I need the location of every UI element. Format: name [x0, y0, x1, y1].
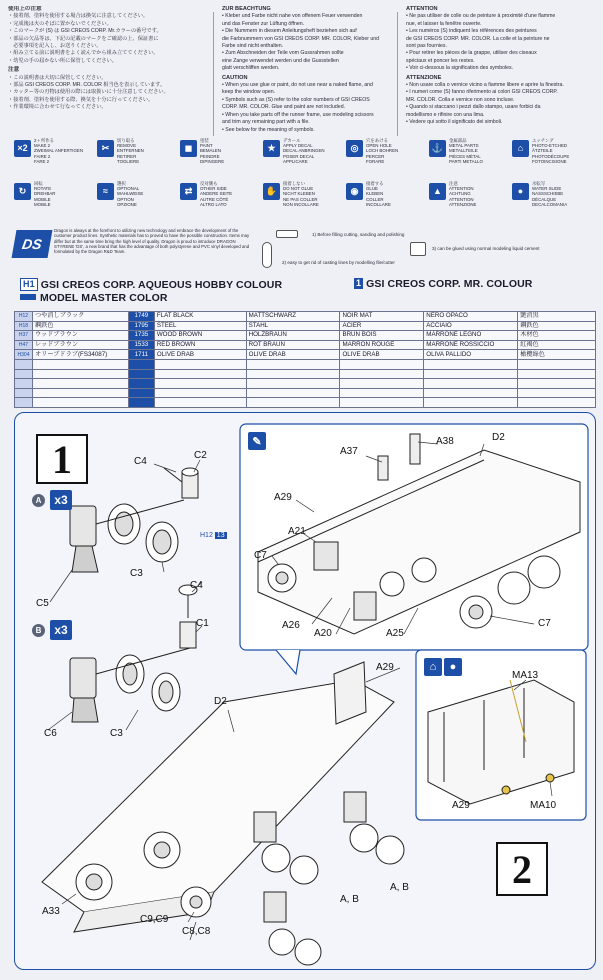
- note-line: und das Fenster zur Lüftung öffnen.: [222, 20, 305, 27]
- note-line: die Farbnummern von GSI CREOS CORP. MR. COLOR, Kleber und: [222, 35, 380, 42]
- note-line: ・完成後は火のそばに置かないでください。: [8, 20, 112, 27]
- note-line: sont pas fournies.: [406, 43, 447, 50]
- notes-french-lines: [406, 13, 596, 71]
- paint-cell-cn: 橄欖綠色: [518, 350, 596, 360]
- part-label-c7: C7: [254, 550, 267, 561]
- legend-symbol-icon: ●: [512, 183, 529, 200]
- legend-item: [97, 138, 167, 178]
- paint-cell-jp: つや消しブラック: [32, 312, 128, 322]
- note-line: • Die Nummern in diesem Anleitungsheft beziehen sich auf: [222, 28, 357, 35]
- legend-symbol-icon: ⚓: [429, 140, 446, 157]
- paint-cell-empty: [340, 369, 424, 379]
- step-2-number: 2: [496, 842, 548, 896]
- paint-cell-empty: [128, 398, 154, 408]
- part-label-ab-2: A, B: [340, 894, 359, 905]
- note-line: ・幼児の手の届かない所に保管してください。: [8, 57, 117, 64]
- ds-logo: DS: [12, 230, 53, 258]
- note-line: CORP. MR. COLOR. Glue and paint are not included.: [222, 104, 346, 111]
- model-master-swatch: [20, 294, 36, 300]
- paint-cell-it: NERO OPACO: [424, 312, 518, 322]
- note-line: • I numeri come (S) fanno riferimento ai colori GSI CREOS CORP.: [406, 89, 558, 96]
- paint-cell-fr: BRUN BOIS: [340, 331, 424, 341]
- legend-item: [346, 181, 416, 221]
- paint-cell-empty: [424, 388, 518, 398]
- glue-illustration: [410, 242, 426, 256]
- legend-text: 回転 ROTATE DREHBAR MOBILE MOBILE: [34, 181, 56, 207]
- paint-cell-empty: [518, 388, 596, 398]
- part-label-c5: C5: [36, 598, 49, 609]
- paint-cell-empty: [246, 398, 340, 408]
- paint-cell-h: H37: [15, 331, 33, 341]
- paint-cell-cn: 紅褐色: [518, 340, 596, 350]
- paint-cell-empty: [340, 359, 424, 369]
- paint-cell-empty: [518, 379, 596, 389]
- legend-text: 2ヶ所作る MAKE 2 ZWEIMAL ANFERTIGEN FAIRE 2 FARE 2: [34, 138, 84, 164]
- legend-symbol-icon: ≈: [97, 183, 114, 200]
- mr-title: GSI CREOS CORP. MR. COLOUR: [366, 278, 533, 290]
- legend-item: [14, 181, 84, 221]
- paint-cell-empty: [424, 369, 518, 379]
- part-label-ab-1: A, B: [390, 882, 409, 893]
- legend-symbol-icon: ×2: [14, 140, 31, 157]
- notes-italian-lines: [406, 82, 596, 125]
- note-line: • Ne pas utiliser de colle ou de peinture à proximité d'une flamme: [406, 13, 556, 20]
- paint-cell-fr: MARRON ROUGE: [340, 340, 424, 350]
- paint-cell-empty: [128, 369, 154, 379]
- paint-row-empty: [15, 388, 596, 398]
- variant-a-marker: A: [32, 494, 45, 507]
- part-label-a20: A20: [314, 628, 332, 639]
- paint-cell-empty: [32, 379, 128, 389]
- paint-row: [15, 312, 596, 322]
- paint-row: [15, 331, 596, 341]
- legend-item: [429, 181, 499, 221]
- note-line: • Symbols such as (S) refer to the color numbers of GSI CREOS: [222, 96, 370, 103]
- part-label-c9: C9,C9: [140, 914, 169, 925]
- part-label-c3: C3: [130, 568, 143, 579]
- legend-item: [429, 138, 499, 178]
- part-label-a26: A26: [282, 620, 300, 631]
- notes-english-lines: [222, 82, 387, 133]
- part-label-a38: A38: [436, 436, 454, 447]
- paint-cell-empty: [15, 359, 33, 369]
- mr-color-header: [354, 278, 532, 290]
- paint-cell-empty: [340, 398, 424, 408]
- notes-german-lines: [222, 13, 387, 71]
- note-line: ・カッター等の刃物は使用の際には取扱いに十分注意してください。: [8, 89, 169, 96]
- paint-cell-jp: レッドブラウン: [32, 340, 128, 350]
- paint-cell-empty: [32, 398, 128, 408]
- part-label-ma13: MA13: [512, 670, 539, 681]
- paint-cell-empty: [154, 388, 246, 398]
- paint-callout-h12: H12 13: [200, 532, 225, 539]
- part-label-c8: C8,C8: [182, 926, 211, 937]
- note-line: MR. COLOR. Colla e vernice non sono incluse.: [406, 96, 515, 103]
- legend-symbol-icon: ✋: [263, 183, 280, 200]
- paint-cell-empty: [424, 379, 518, 389]
- paint-cell-empty: [424, 359, 518, 369]
- paint-cell-empty: [15, 369, 33, 379]
- part-label-a29: A29: [376, 662, 394, 673]
- part-label-c4-b: C4: [190, 580, 203, 591]
- paint-cell-empty: [154, 369, 246, 379]
- paint-cell-code: 1735: [128, 331, 154, 341]
- note-line: and trim any remaining part with a file.: [222, 119, 310, 126]
- wheel-assembly-b: [70, 585, 197, 722]
- column-divider: [213, 12, 214, 136]
- legend-symbol-icon: ◎: [346, 140, 363, 157]
- mr-badge: 1: [356, 278, 362, 288]
- paint-cell-cn: 鋼鉄色: [518, 321, 596, 331]
- file-tool-illustration: [276, 230, 298, 238]
- legend-item: [180, 181, 250, 221]
- paint-cell-it: ACCIAIO: [424, 321, 518, 331]
- note-line: • Les numéros (S) indiquent les références des peintures: [406, 28, 537, 35]
- notes-german-english: [222, 6, 387, 134]
- paint-cell-it: OLIVA PALLIDO: [424, 350, 518, 360]
- legend-text: 金属部品 METAL PARTS METALLTEILE PIÈCES MÉTAL PARTI METALLO: [449, 138, 483, 164]
- paint-cell-jp: ウッドブラウン: [32, 331, 128, 341]
- paint-reference-table: [14, 311, 596, 408]
- notes-japanese-heading-2: 注意: [8, 67, 20, 74]
- paint-cell-empty: [128, 359, 154, 369]
- notes-english-heading: CAUTION: [222, 74, 248, 81]
- part-label-c6: C6: [44, 728, 57, 739]
- paint-cell-empty: [424, 398, 518, 408]
- paint-cell-en: FLAT BLACK: [154, 312, 246, 322]
- legend-text: 接着する GLUE KLEBEN COLLER INCOLLARE: [366, 181, 391, 207]
- legend-item: [512, 138, 582, 178]
- note-line: Farbe sind nicht enthalten.: [222, 43, 284, 50]
- part-label-a33: A33: [42, 906, 60, 917]
- paint-cell-code: 1795: [128, 321, 154, 331]
- paint-row: [15, 321, 596, 331]
- notes-japanese-lines: [8, 13, 198, 64]
- note-line: nue, et laisser la fenêtre ouverte.: [406, 20, 482, 27]
- paint-cell-de: HOLZBRAUN: [246, 331, 340, 341]
- paint-row: [15, 340, 596, 350]
- legend-text: 接着しない DO NOT GLUE NICHT KLEBEN NE PAS COLLER NON INCOLLARE: [283, 181, 319, 207]
- paint-cell-empty: [518, 398, 596, 408]
- note-line: eine Zange verwendet werden und die Gussstellen: [222, 57, 339, 64]
- paint-cell-de: ROT BRAUN: [246, 340, 340, 350]
- legend-text: 選択 OPTIONAL WAHLWEISE OPTION OPZIONE: [117, 181, 144, 207]
- metal-parts-icon: ⌂: [424, 658, 442, 676]
- paint-cell-cn: 木材色: [518, 331, 596, 341]
- model-master-header: [20, 292, 168, 304]
- part-label-c3-b: C3: [110, 728, 123, 739]
- symbol-legend: [14, 138, 594, 224]
- paint-row: [15, 350, 596, 360]
- notes-french-italian: [406, 6, 596, 134]
- part-label-c1: C1: [196, 618, 209, 629]
- paint-cell-h: H18: [15, 321, 33, 331]
- legend-symbol-icon: ◉: [346, 183, 363, 200]
- part-label-ma10: MA10: [530, 800, 557, 811]
- paint-row-empty: [15, 379, 596, 389]
- paint-cell-h: H12: [15, 312, 33, 322]
- paint-cell-empty: [32, 388, 128, 398]
- note-line: • Voir ci-dessous la signification des symboles.: [406, 65, 514, 72]
- paint-drop-icon: ●: [444, 658, 462, 676]
- note-line: ・接着剤、塗料を使用する際、換気を十分に行ってください。: [8, 96, 154, 103]
- legend-symbol-icon: ⇄: [180, 183, 197, 200]
- aqueous-title: GSI CREOS CORP. AQUEOUS HOBBY COLOUR: [40, 279, 283, 291]
- note-line: • Vedere qui sotto il significato dei simboli.: [406, 119, 503, 126]
- legend-text: エッチング PHOTO-ETCHED ÄTZTEILE PHOTODÉCOUPE FOTOINCISIONE: [532, 138, 570, 164]
- paint-brush-icon: ✎: [248, 432, 266, 450]
- legend-symbol-icon: ⌂: [512, 140, 529, 157]
- notice-text: Dragon is always at the forefront to utilizing new technology and embrace the development of the customer product lines. Synthetic materials has to proved to have the possible construction. Items may differ but at the same time bring the high level of quality. Dragon is proud to introduce DRAGON STYRENE 'DS', a new brand that has the advantage of both polystyrene and PVC vinyl developed and formulated by the Dragon R&D Team.: [54, 228, 250, 255]
- legend-text: 水転写 WATER SLIDE NASSSCHIEBE DÉCALQUE DECALCOMANIA: [532, 181, 568, 207]
- assembly-diagram: [14, 412, 596, 970]
- note-line: ・この説明書は大切に保管してください。: [8, 74, 107, 81]
- paint-cell-fr: OLIVE DRAB: [340, 350, 424, 360]
- paint-row-empty: [15, 359, 596, 369]
- paint-cell-de: MATTSCHWARZ: [246, 312, 340, 322]
- paint-cell-h: H304: [15, 350, 33, 360]
- note-line: • When you use glue or paint, do not use near a naked flame, and: [222, 82, 373, 89]
- paint-cell-empty: [15, 388, 33, 398]
- legend-item: [263, 181, 333, 221]
- paint-cell-jp: オリーブドラブ(FS34087): [32, 350, 128, 360]
- notes-japanese-lines-2: [8, 75, 198, 111]
- notes-french-heading: ATTENTION: [406, 6, 438, 12]
- note-line: ・部品の欠品等は、下記の記載のマークをご確認の上、保証書に: [8, 35, 159, 42]
- legend-text: 切り取る REMOVE ENTFERNEN RETIRER TOGLIERE: [117, 138, 144, 164]
- legend-symbol-icon: ◼: [180, 140, 197, 157]
- part-label-c4: C4: [134, 456, 147, 467]
- part-label-a37: A37: [340, 446, 358, 457]
- paint-cell-empty: [154, 379, 246, 389]
- paint-cell-empty: [128, 388, 154, 398]
- legend-text: 塗装 PAINT BEMALEN PEINDRE DIPINGERE: [200, 138, 225, 164]
- notes-japanese: [8, 6, 198, 134]
- note-line: keep the window open.: [222, 89, 276, 96]
- legend-symbol-icon: ↻: [14, 183, 31, 200]
- notes-italian-heading: ATTENZIONE: [406, 74, 442, 81]
- model-master-title: MODEL MASTER COLOR: [40, 292, 168, 304]
- part-label-d2: D2: [214, 696, 227, 707]
- note-line: ・接着剤、塗料を使用する場合は換気に注意してください。: [8, 13, 149, 20]
- column-divider: [397, 12, 398, 136]
- tip-1: 1) Before filling cutting, sanding and polishing: [312, 232, 405, 237]
- note-line: • Non usare colla o vernice vicino a fiamme libere e aprire la finestra.: [406, 82, 564, 89]
- part-label-c7-b: C7: [538, 618, 551, 629]
- paint-headers: [14, 278, 594, 308]
- notes-german-heading: ZUR BEACHTUNG: [222, 6, 271, 12]
- paint-cell-empty: [340, 388, 424, 398]
- paint-cell-en: STEEL: [154, 321, 246, 331]
- paint-cell-empty: [246, 359, 340, 369]
- note-line: 必要事項を記入し、お送りください。: [8, 43, 102, 50]
- paint-cell-en: RED BROWN: [154, 340, 246, 350]
- notes-japanese-heading: 使用上の注意: [8, 6, 42, 12]
- paint-cell-empty: [32, 359, 128, 369]
- paint-cell-empty: [154, 398, 246, 408]
- part-label-c2: C2: [194, 450, 207, 461]
- legend-text: デカール APPLY DECAL DECAL ANBRINGEN POSER DECAL APPLICARE: [283, 138, 325, 164]
- paint-cell-empty: [518, 359, 596, 369]
- paint-row-empty: [15, 398, 596, 408]
- part-label-a29-sub: A29: [452, 800, 470, 811]
- legend-symbol-icon: ✂: [97, 140, 114, 157]
- note-line: • Zum Abschneiden der Teile vom Gussrahmen sollte: [222, 50, 344, 57]
- paint-cell-empty: [15, 379, 33, 389]
- legend-item: [97, 181, 167, 221]
- note-line: • Pour retirer les pièces de la grappe, utiliser des ciseaux: [406, 50, 537, 57]
- paint-cell-code: 1533: [128, 340, 154, 350]
- note-line: • When you take parts off the runner frame, use modeling scissors: [222, 111, 374, 118]
- note-line: spéciaux et poncer les restes.: [406, 57, 475, 64]
- paint-cell-cn: 艶消黒: [518, 312, 596, 322]
- note-line: ・部品 GSI CREOS CORP. MR. COLOR 相当色を表示しています。: [8, 82, 166, 89]
- legend-item: [263, 138, 333, 178]
- legend-symbol-icon: ★: [263, 140, 280, 157]
- paint-cell-it: MARRONE ROSSICCIO: [424, 340, 518, 350]
- paint-cell-fr: ACIER: [340, 321, 424, 331]
- knife-illustration: [262, 242, 272, 268]
- paint-cell-empty: [340, 379, 424, 389]
- legend-text: 注意 ATTENTION ACHTUNG ATTENTION ATTENZIONE: [449, 181, 477, 207]
- tip-3: 3) can be glued using normal modeling liquid cement: [432, 246, 540, 251]
- note-line: • See below for the meaning of symbols.: [222, 126, 315, 133]
- make-3-a-icon: x3: [50, 490, 72, 510]
- part-label-a29-detail: A29: [274, 492, 292, 503]
- paint-cell-h: H47: [15, 340, 33, 350]
- note-line: modellismo e rifinire con una lima.: [406, 111, 485, 118]
- paint-cell-code: 1711: [128, 350, 154, 360]
- legend-text: 穴をあける OPEN HOLE LOCH BOHREN PERCER FORARE: [366, 138, 399, 164]
- paint-cell-empty: [246, 369, 340, 379]
- legend-item: [180, 138, 250, 178]
- note-line: • Kleber und Farbe nicht nahe von offenem Feuer verwenden: [222, 13, 363, 20]
- paint-cell-empty: [15, 398, 33, 408]
- detail-pointer: [276, 650, 300, 674]
- paint-cell-empty: [246, 379, 340, 389]
- note-line: de GSI CREOS CORP. MR. COLOR. La colle et la peinture ne: [406, 35, 550, 42]
- chassis-main: [42, 662, 404, 965]
- aqueous-header: [20, 278, 282, 291]
- paint-cell-empty: [32, 369, 128, 379]
- legend-item: [346, 138, 416, 178]
- paint-cell-jp: 鋼鉄色: [32, 321, 128, 331]
- legend-text: 反対側も OTHER SIDE ANDERE SEITE AUTRE CÔTÉ ALTRO LATO: [200, 181, 233, 207]
- legend-item: [512, 181, 582, 221]
- paint-cell-empty: [154, 359, 246, 369]
- paint-cell-it: MARRONE LEGNO: [424, 331, 518, 341]
- variant-b-marker: B: [32, 624, 45, 637]
- paint-cell-fr: NOIR MAT: [340, 312, 424, 322]
- note-line: • Quando si staccano i pezzi dallo stampo, usare forbici da: [406, 104, 541, 111]
- part-label-a21: A21: [288, 526, 306, 537]
- note-line: ・組み立てる前に説明書をよく読んでから組み立ててください。: [8, 50, 159, 57]
- note-line: ・作業環境に合わせて行なってください。: [8, 104, 107, 111]
- paint-cell-de: STAHL: [246, 321, 340, 331]
- paint-cell-empty: [518, 369, 596, 379]
- part-label-d2-detail: D2: [492, 432, 505, 443]
- paint-cell-code: 1749: [128, 312, 154, 322]
- part-label-a25: A25: [386, 628, 404, 639]
- paint-cell-en: OLIVE DRAB: [154, 350, 246, 360]
- note-line: glatt verschliffen werden.: [222, 65, 280, 72]
- paint-cell-empty: [246, 388, 340, 398]
- dragon-styrene-notice: [14, 228, 594, 274]
- paint-cell-empty: [128, 379, 154, 389]
- paint-cell-de: OLIVE DRAB: [246, 350, 340, 360]
- legend-item: [14, 138, 84, 178]
- safety-notes: [8, 6, 596, 134]
- note-line: ・このマークが (S) は GSI CREOS CORP. Mr.カラーの番号です。: [8, 28, 162, 35]
- paint-cell-en: WOOD BROWN: [154, 331, 246, 341]
- aqueous-badge: H1: [20, 278, 38, 291]
- paint-row-empty: [15, 369, 596, 379]
- make-3-b-icon: x3: [50, 620, 72, 640]
- step-1-number: 1: [36, 434, 88, 484]
- legend-symbol-icon: ▲: [429, 183, 446, 200]
- tip-2: 2) easy to get rid of casting lines by modelling file/cutter: [282, 260, 395, 265]
- wheel-assembly-a: [70, 468, 198, 572]
